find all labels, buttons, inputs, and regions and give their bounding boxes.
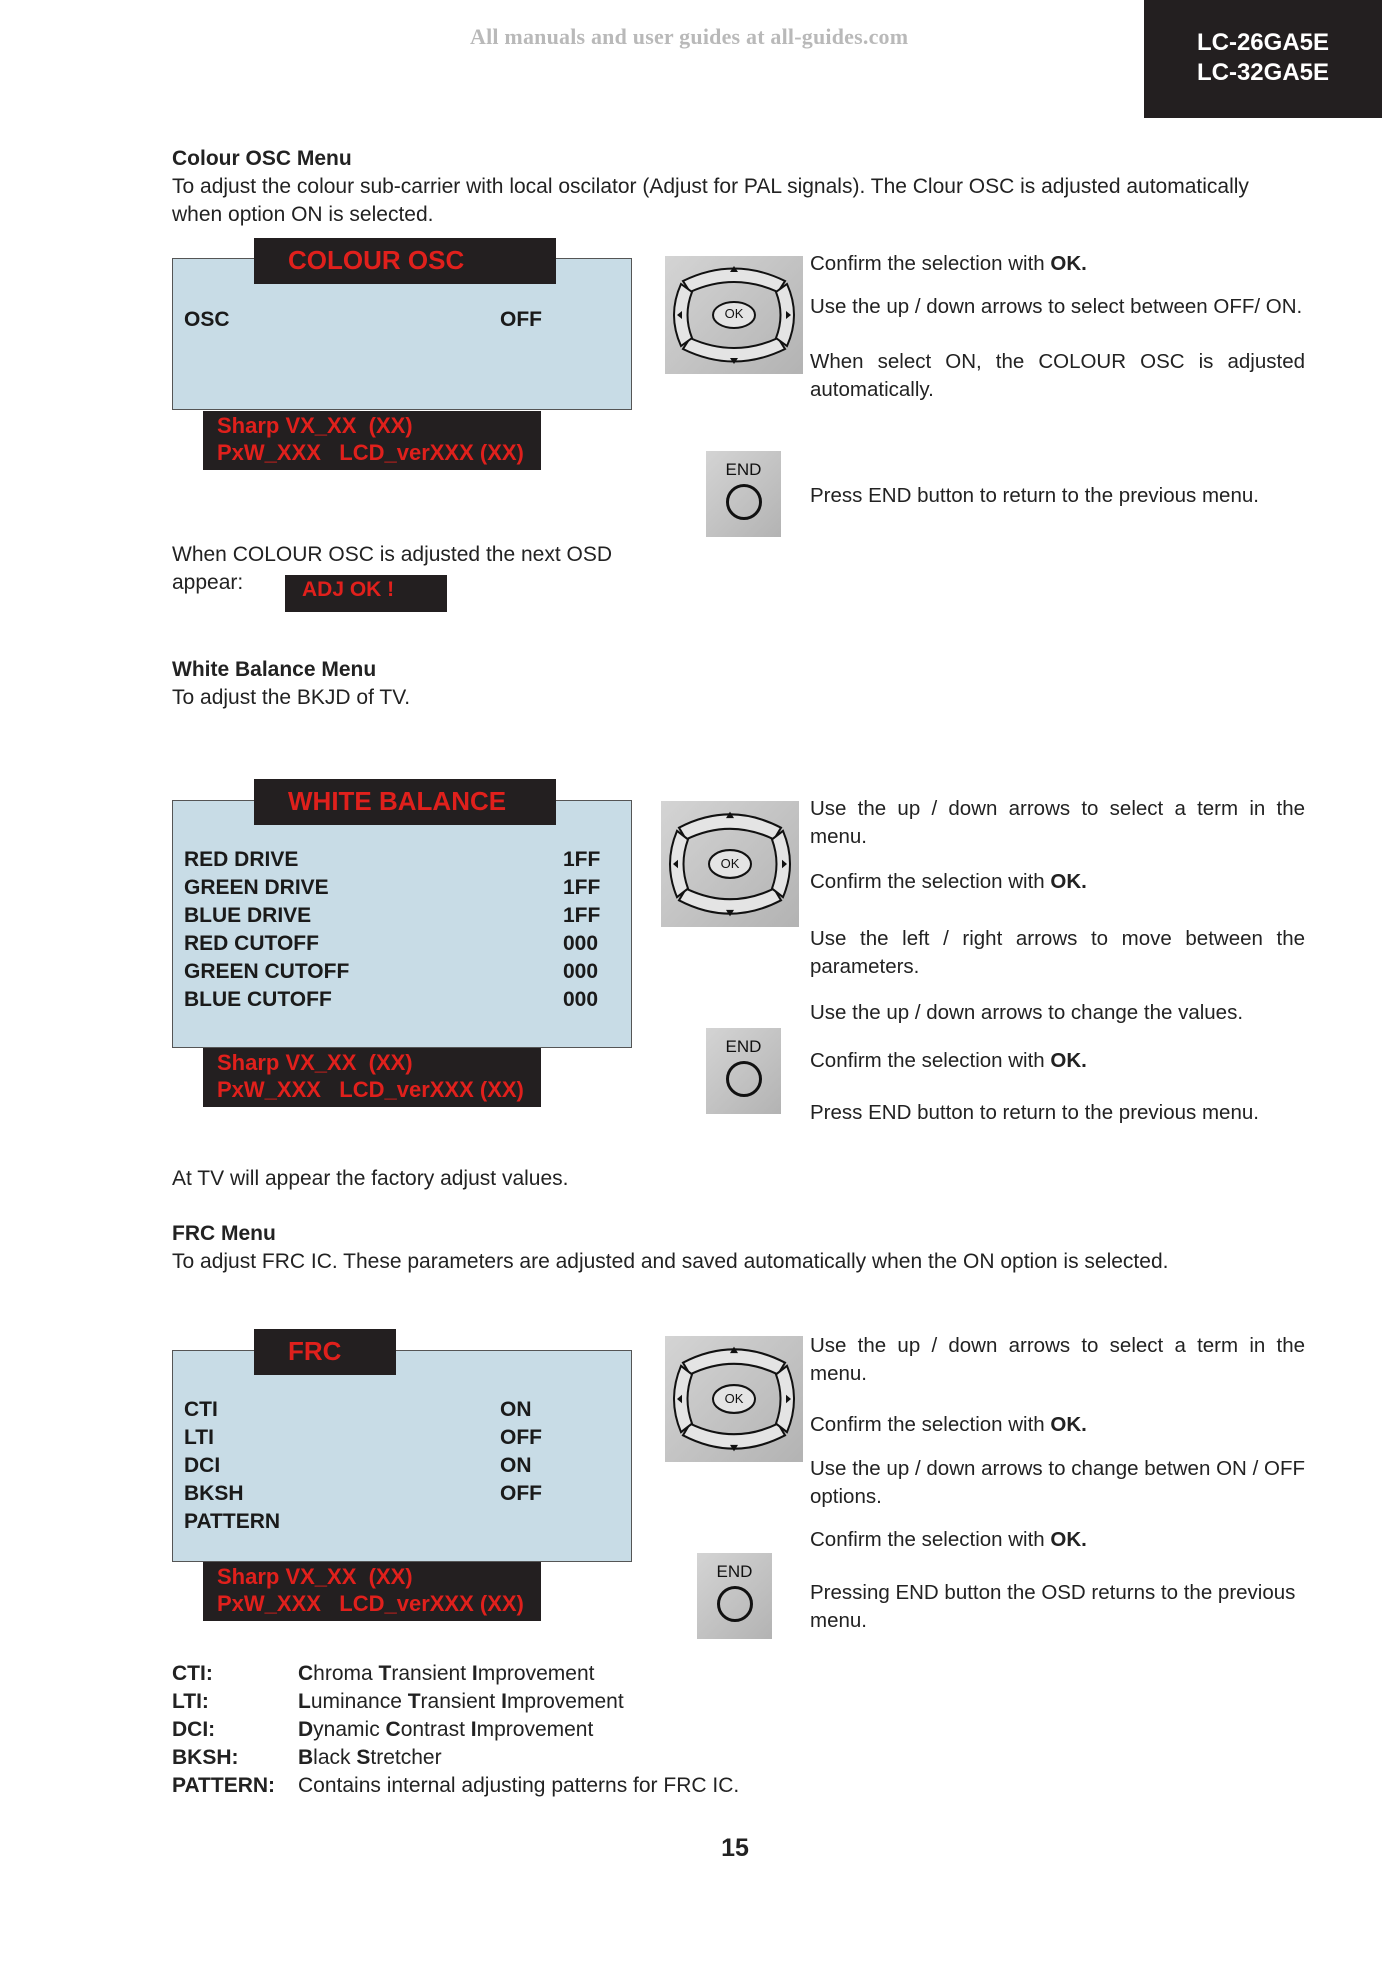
osd-row-label: BKSH xyxy=(184,1482,244,1505)
abbreviation-row xyxy=(172,1716,739,1744)
osd-value-list xyxy=(500,1396,542,1508)
word-rest: lack xyxy=(313,1746,357,1769)
instruction: Use the left / right arrows to move between the parameters. xyxy=(810,927,1305,978)
instruction-text: Confirm the selection with xyxy=(810,252,1051,275)
model-label: LC-26GA5E xyxy=(1196,29,1330,56)
abbreviation-term: CTI: xyxy=(172,1662,213,1685)
osd-row-value: 1FF xyxy=(563,848,601,871)
initial-letter: I xyxy=(470,1718,477,1741)
instruction: Use the up / down arrows to change betwen ON / OFF options. xyxy=(810,1457,1305,1508)
instruction xyxy=(810,868,1305,896)
osd-row-label: RED CUTOFF xyxy=(184,932,319,955)
osd-row-value: OFF xyxy=(500,308,542,331)
remote-dpad xyxy=(665,256,803,374)
end-button-label: END xyxy=(716,1562,753,1581)
instruction-text: Confirm the selection with xyxy=(810,870,1051,893)
adj-ok-osd: ADJ OK ! xyxy=(285,575,447,612)
watermark-text: All manuals and user guides at all-guides.com xyxy=(470,24,909,49)
instruction-end: Press END button to return to the previous menu. xyxy=(810,484,1259,507)
initial-letter: L xyxy=(298,1690,311,1713)
abbreviation-term: LTI: xyxy=(172,1690,209,1713)
initial-letter: T xyxy=(378,1662,392,1685)
osd-row-value: OFF xyxy=(500,1426,542,1449)
osd-row-label: OSC xyxy=(184,308,230,331)
model-box xyxy=(1144,0,1382,118)
word-rest: mprovement xyxy=(477,1662,595,1685)
instruction: Use the up / down arrows to select between OFF/ ON. xyxy=(810,295,1303,318)
footer-line: PxW_XXX LCD_verXXX (XX) xyxy=(217,1591,524,1616)
initial-letter: T xyxy=(407,1690,421,1713)
initial-letter: D xyxy=(298,1718,314,1741)
abbreviation-definition: Contains internal adjusting patterns for FRC IC. xyxy=(298,1774,740,1797)
adj-note: appear: xyxy=(172,571,244,594)
word-rest: ynamic xyxy=(313,1718,386,1741)
instruction: Use the up / down arrows to change the values. xyxy=(810,1001,1244,1024)
footer-line: PxW_XXX LCD_verXXX (XX) xyxy=(217,440,524,465)
abbreviation-row xyxy=(172,1660,739,1688)
frc-osd-title: FRC xyxy=(254,1329,396,1375)
abbreviation-list xyxy=(172,1660,739,1800)
ok-key-text: OK. xyxy=(1050,870,1087,893)
word-rest: uminance xyxy=(310,1690,408,1713)
instruction-text: Confirm the selection with xyxy=(810,1413,1051,1436)
osd-row-label: GREEN DRIVE xyxy=(184,876,329,899)
instruction xyxy=(810,1526,1305,1554)
initial-letter: I xyxy=(471,1662,478,1685)
remote-dpad xyxy=(661,801,799,927)
end-button-circle-icon xyxy=(726,484,762,520)
ok-button-label: OK xyxy=(724,1391,744,1406)
word-rest: tretcher xyxy=(370,1746,442,1769)
osd-label-list xyxy=(184,846,349,1014)
osd-row-value: ON xyxy=(500,1454,532,1477)
page-number: 15 xyxy=(721,1834,749,1862)
abbreviation-definition xyxy=(298,1688,624,1716)
initial-letter: B xyxy=(298,1746,314,1769)
white-balance-heading: White Balance Menu xyxy=(172,658,377,681)
osd-row-value: 1FF xyxy=(563,876,601,899)
abbreviation-row xyxy=(172,1688,739,1716)
ok-key-text: OK. xyxy=(1050,1413,1087,1436)
initial-letter: S xyxy=(356,1746,371,1769)
frc-osd-footer xyxy=(203,1562,541,1621)
colour-osc-osd-title: COLOUR OSC xyxy=(254,238,556,284)
initial-letter: C xyxy=(385,1718,401,1741)
factory-note: At TV will appear the factory adjust values. xyxy=(172,1167,569,1190)
abbreviation-term: PATTERN: xyxy=(172,1774,276,1797)
white-balance-osd xyxy=(172,800,632,1048)
word-rest: mprovement xyxy=(476,1718,594,1741)
osd-row-label: BLUE DRIVE xyxy=(184,904,312,927)
footer-line: PxW_XXX LCD_verXXX (XX) xyxy=(217,1077,524,1102)
end-button xyxy=(706,451,781,537)
osd-row-value: ON xyxy=(500,1398,532,1421)
abbreviation-definition xyxy=(298,1660,594,1688)
osd-row-label: PATTERN xyxy=(184,1510,281,1533)
osd-row-value: OFF xyxy=(500,1482,542,1505)
instruction xyxy=(810,1411,1305,1439)
end-button-label: END xyxy=(725,460,762,479)
ok-key-text: OK. xyxy=(1050,1049,1087,1072)
end-button-circle-icon xyxy=(726,1061,762,1097)
colour-osc-desc: To adjust the colour sub-carrier with local oscilator (Adjust for PAL signals). The Clour OSC is adjusted automatically when option ON is selected. xyxy=(172,175,1249,226)
end-button xyxy=(697,1553,772,1639)
white-balance-osd-footer xyxy=(203,1048,541,1107)
frc-desc: To adjust FRC IC. These parameters are adjusted and saved automatically when the ON option is selected. xyxy=(172,1250,1169,1273)
osd-value-list xyxy=(563,846,600,1014)
ok-button-label: OK xyxy=(724,306,744,321)
osd-row-value: 000 xyxy=(563,960,599,983)
osd-row-value: 1FF xyxy=(563,904,601,927)
white-balance-desc: To adjust the BKJD of TV. xyxy=(172,686,411,709)
instruction xyxy=(810,1047,1305,1075)
osd-row-label: RED DRIVE xyxy=(184,848,299,871)
abbreviation-definition xyxy=(298,1744,442,1772)
end-button-circle-icon xyxy=(717,1586,753,1622)
abbreviation-row xyxy=(172,1744,739,1772)
instruction xyxy=(810,250,1305,278)
instruction-end: Press END button to return to the previous menu. xyxy=(810,1101,1259,1124)
initial-letter: C xyxy=(298,1662,314,1685)
instruction-end: Pressing END button the OSD returns to the previous menu. xyxy=(810,1581,1296,1632)
frc-osd xyxy=(172,1350,632,1562)
footer-line: Sharp VX_XX (XX) xyxy=(217,1564,413,1589)
osd-label-list xyxy=(184,1396,280,1536)
osd-row-label: GREEN CUTOFF xyxy=(184,960,350,983)
instruction: Use the up / down arrows to select a term in the menu. xyxy=(810,1334,1305,1385)
osd-row-label: LTI xyxy=(184,1426,214,1449)
instruction-text: Confirm the selection with xyxy=(810,1528,1051,1551)
osd-row-label: BLUE CUTOFF xyxy=(184,988,332,1011)
colour-osc-heading: Colour OSC Menu xyxy=(172,147,352,170)
ok-button-label: OK xyxy=(720,856,740,871)
word-rest: ransient xyxy=(391,1662,472,1685)
word-rest: hroma xyxy=(313,1662,379,1685)
abbreviation-row xyxy=(172,1772,739,1800)
instruction: Use the up / down arrows to select a term in the menu. xyxy=(810,797,1305,848)
word-rest: ransient xyxy=(420,1690,502,1713)
end-button-label: END xyxy=(725,1037,762,1056)
remote-dpad xyxy=(665,1336,803,1462)
osd-row-value: 000 xyxy=(563,932,599,955)
colour-osc-osd-footer xyxy=(203,411,541,470)
footer-line: Sharp VX_XX (XX) xyxy=(217,413,413,438)
footer-line: Sharp VX_XX (XX) xyxy=(217,1050,413,1075)
osd-row-label: CTI xyxy=(184,1398,218,1421)
frc-heading: FRC Menu xyxy=(172,1222,276,1245)
ok-key-text: OK. xyxy=(1050,252,1087,275)
osd-row-label: DCI xyxy=(184,1454,221,1477)
instruction: When select ON, the COLOUR OSC is adjusted automatically. xyxy=(810,350,1305,401)
word-rest: ontrast xyxy=(400,1718,471,1741)
end-button xyxy=(706,1028,781,1114)
initial-letter: I xyxy=(501,1690,507,1713)
white-balance-osd-title: WHITE BALANCE xyxy=(254,779,556,825)
abbreviation-term: DCI: xyxy=(172,1718,216,1741)
model-label: LC-32GA5E xyxy=(1196,59,1330,86)
adj-note: When COLOUR OSC is adjusted the next OSD xyxy=(172,543,613,566)
instruction-text: Confirm the selection with xyxy=(810,1049,1051,1072)
word-rest: mprovement xyxy=(506,1690,624,1713)
abbreviation-term: BKSH: xyxy=(172,1746,239,1769)
ok-key-text: OK. xyxy=(1050,1528,1087,1551)
osd-row-value: 000 xyxy=(563,988,599,1011)
abbreviation-definition xyxy=(298,1716,593,1744)
